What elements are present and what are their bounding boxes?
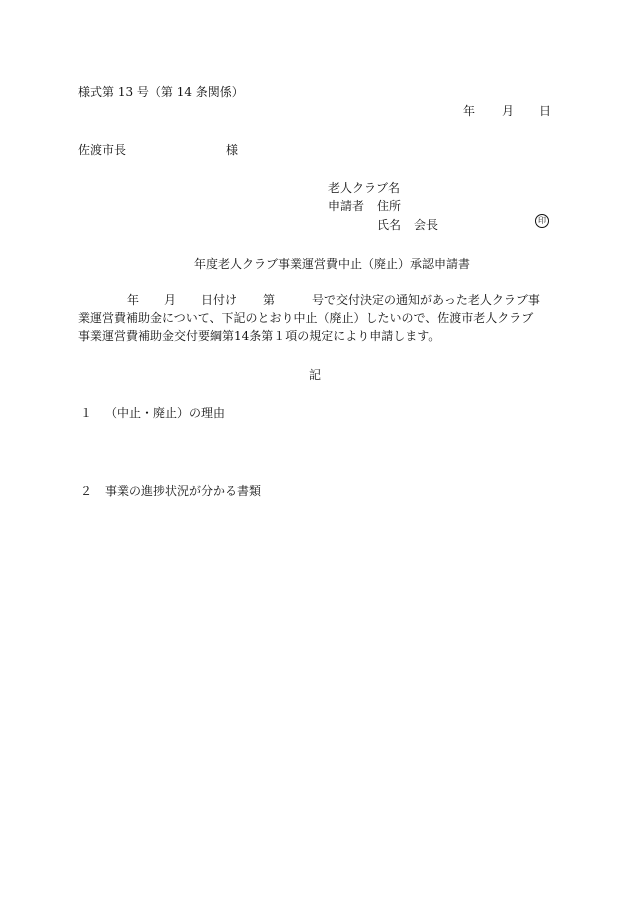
document-title: 年度老人クラブ事業運営費中止（廃止）承認申請書 bbox=[194, 257, 471, 271]
body-number-prefix: 第 bbox=[263, 293, 276, 307]
ki-mark: 記 bbox=[309, 368, 322, 382]
body-year: 年 bbox=[127, 293, 140, 307]
date-month-label: 月 bbox=[502, 104, 515, 118]
body-line-3: 事業運営費補助金交付要綱第14条第１項の規定により申請します。 bbox=[78, 329, 441, 343]
name-label: 氏名 bbox=[377, 218, 402, 232]
club-name-label: 老人クラブ名 bbox=[328, 181, 401, 195]
applicant-label: 申請者 bbox=[328, 199, 365, 213]
body-month: 月 bbox=[164, 293, 177, 307]
chair-label: 会長 bbox=[414, 218, 439, 232]
item-2-text: 事業の進捗状況が分かる書類 bbox=[105, 484, 262, 498]
date-year-label: 年 bbox=[463, 104, 476, 118]
seal-mark: 印 bbox=[535, 214, 549, 228]
addressee-honorific: 様 bbox=[226, 143, 239, 157]
address-label: 住所 bbox=[377, 199, 402, 213]
item-1-text: （中止・廃止）の理由 bbox=[105, 406, 226, 420]
body-line-2: 業運営費補助金について、下記のとおり中止（廃止）したいので、佐渡市老人クラブ bbox=[78, 311, 534, 325]
addressee-name: 佐渡市長 bbox=[78, 143, 127, 157]
form-number: 様式第 13 号（第 14 条関係） bbox=[78, 85, 244, 99]
body-dated: 日付け bbox=[201, 293, 238, 307]
item-2-number: ２ bbox=[80, 484, 93, 498]
item-1-number: １ bbox=[80, 406, 93, 420]
body-line-1: 号で交付決定の通知があった老人クラブ事 bbox=[312, 293, 540, 307]
date-day-label: 日 bbox=[539, 104, 552, 118]
